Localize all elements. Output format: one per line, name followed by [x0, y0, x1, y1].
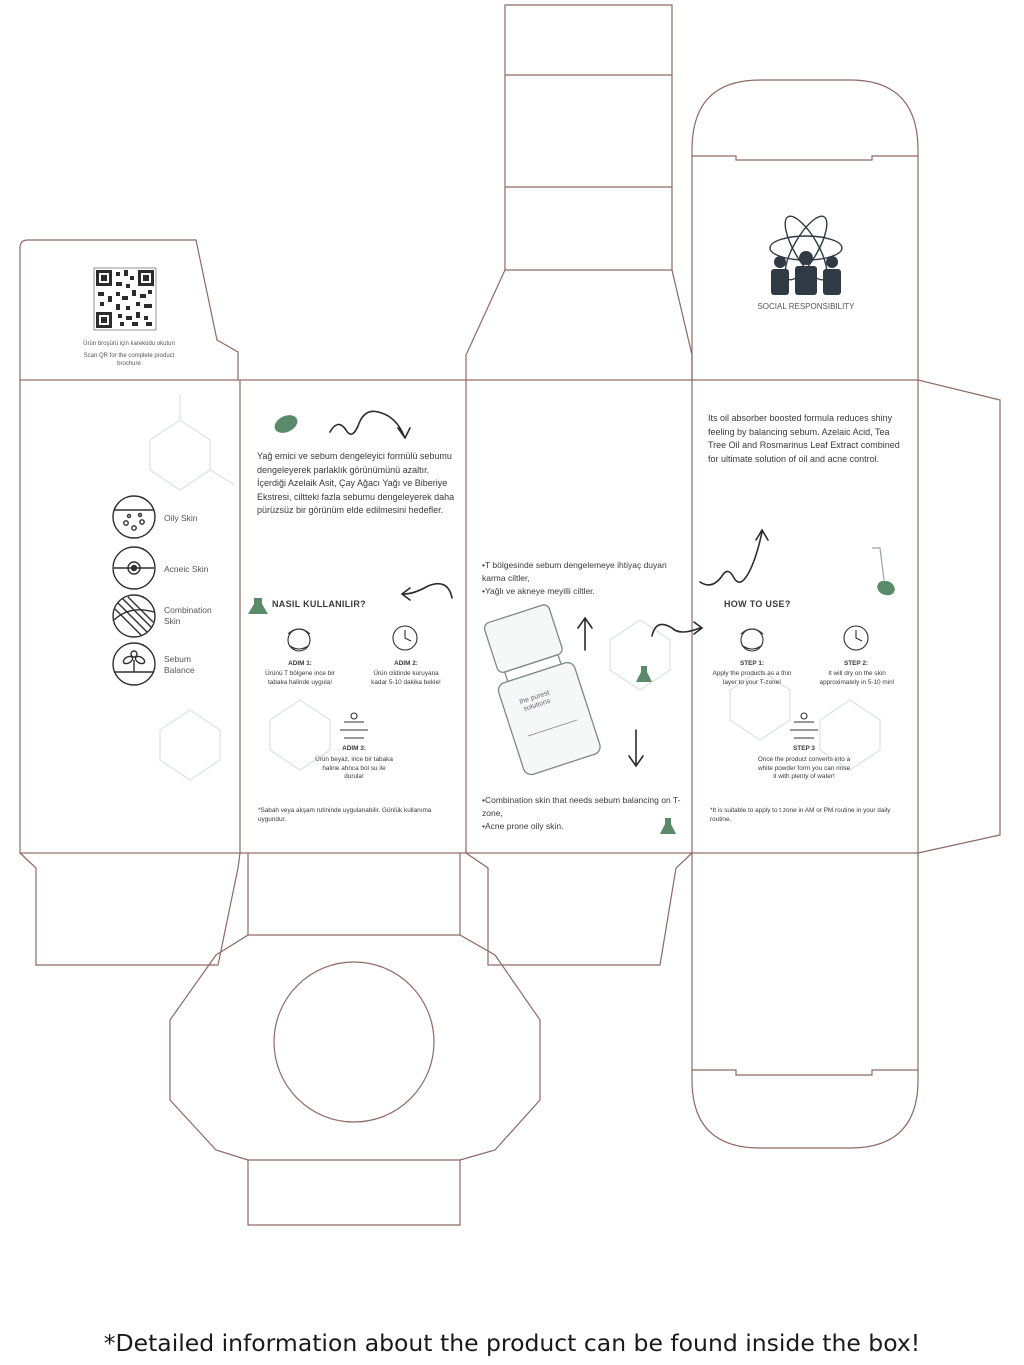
front-target-en-1: •Combination skin that needs sebum balancing on T-zone, [482, 795, 681, 818]
turkish-step1-title: ADIM 1: [288, 660, 312, 667]
front-target-tr-2: •Yağlı ve akneye meyilli ciltler. [482, 586, 595, 596]
top-tuck-flap [466, 5, 692, 380]
english-step1-text: Apply the products as a thin layer to your T-zone! [712, 670, 792, 686]
squiggle-arrow-top [330, 411, 410, 438]
turkish-usage-note: *Sabah veya akşam rutininde uygulanabilir. Günlük kullanıma uygundur. [258, 807, 432, 823]
bottom-left-flap [20, 853, 240, 965]
dropper-icon-right [872, 548, 897, 598]
front-target-en-2: •Acne prone oily skin. [482, 821, 564, 831]
turkish-step2-title: ADIM 2: [394, 660, 418, 667]
people-atom-icon [770, 211, 842, 295]
arrow-up-front [578, 618, 592, 650]
footer-note: *Detailed information about the product can be found inside the box! [103, 1329, 921, 1357]
qr-caption-en: Scan QR for the complete product brochure [83, 353, 175, 367]
curve-arrow-how-tr [402, 584, 452, 600]
turkish-intro-text: Yağ emici ve sebum dengeleyici formülü sebumu dengeleyerek parlaklık görünümünü azaltır. İçerdiği Azelaik Asit, Çay Ağacı Yağı ve Biberiye Ekstresi, ciltteki fazla sebumu dengeleyerek daha pürüzsüz bir görünüm elde edilmesini hedefler. [257, 451, 455, 515]
english-step3-text: Once the product converts into a white powder form you can rinse it with plenty of water! [757, 756, 851, 780]
front-target-tr-1: •T bölgesinde sebum dengelemeye ihtiyaç duyan karma ciltler, [482, 560, 667, 583]
curve-arrow-front-right [652, 622, 702, 636]
qr-caption-tr: Ürün broşürü için karekodu okutun [83, 341, 175, 347]
turkish-step2-text: Ürün cildinde kuruyana kadar 5-10 dakika bekle! [371, 670, 441, 686]
face-mask-icon-en [741, 629, 763, 651]
english-intro-text: Its oil absorber boosted formula reduces shiny feeling by balancing sebum. Azelaic Acid, Tea Tree Oil and Rosmarinus Leaf Extract combined for ultimate solution of oil and acne control. [708, 413, 900, 464]
english-how-title: HOW TO USE? [724, 599, 791, 609]
base-hole-circle [274, 962, 434, 1122]
legend-label-acneic: Acneic Skin [164, 564, 209, 574]
english-step3-title: STEP 3 [793, 745, 815, 752]
legend-label-sebum: Sebum Balance [164, 654, 195, 675]
arrow-down-front [629, 730, 643, 766]
sebum-balance-icon [113, 643, 155, 685]
english-step1-title: STEP 1: [739, 660, 765, 667]
turkish-step3-text: Ürün beyaz, ince bir tabaka haline ahnca bol su ile durula! [315, 756, 393, 780]
rinse-icon-tr [340, 713, 368, 738]
top-right-lid-tab [692, 80, 918, 156]
product-bottle-illustration [477, 602, 602, 777]
turkish-step1-text: Ürünü T bölgene ince bir tabaka halinde uygula! [265, 670, 335, 686]
combination-skin-icon [113, 595, 155, 637]
bottom-right-long-panel [692, 853, 918, 1075]
leaf-icon-left [272, 412, 301, 437]
glue-flap [918, 380, 1000, 853]
english-step2-title: STEP 2: [843, 660, 869, 667]
bottom-right-long-tab [692, 1070, 918, 1148]
turkish-how-title: NASIL KULLANILIR? [272, 599, 366, 609]
flask-icon-front-1 [636, 666, 652, 682]
english-usage-note: *It is suitable to apply to t zone in AM or PM routine in your daily routine. [710, 807, 891, 823]
rinse-icon-en [790, 713, 818, 738]
clock-icon-tr [393, 626, 417, 650]
bottom-right-flap [466, 853, 692, 965]
legend-label-combination: Combination Skin [164, 605, 212, 626]
turkish-step3-title: ADIM 3: [342, 745, 366, 752]
acneic-skin-icon [113, 547, 155, 589]
face-mask-icon-tr [288, 629, 310, 651]
social-responsibility-label: SOCIAL RESPONSIBILITY [757, 302, 855, 311]
english-step2-text: It will dry on the skin approximately in 5-10 min! [819, 670, 895, 686]
bottle-brand-label: the purest solutions [518, 689, 552, 713]
bottom-base-flap [170, 853, 540, 1225]
qr-code [94, 268, 156, 330]
clock-icon-en [844, 626, 868, 650]
oily-skin-icon [113, 496, 155, 538]
flask-icon-how [248, 598, 268, 614]
legend-label-oily: Oily Skin [164, 513, 198, 523]
squiggle-arrow-en [700, 530, 768, 585]
